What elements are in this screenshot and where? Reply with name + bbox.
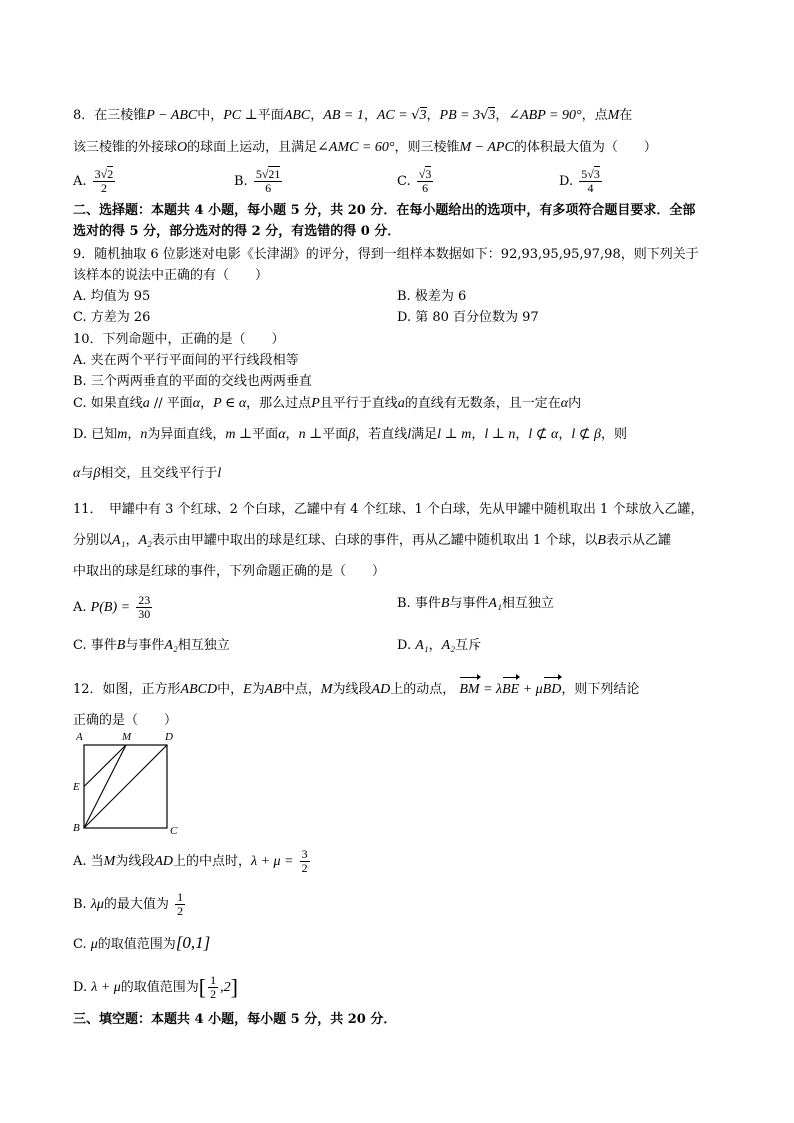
fraction: $\frac{3√2}{2}$ [94,167,114,195]
q8-text: 在 [619,108,633,123]
q12-math: + μ [519,682,543,697]
q11-math: B [116,638,126,653]
frac-den: 6 [422,181,429,195]
q11-text: 与事件 [125,638,165,653]
q9-option-d: D. 第 80 百分位数为 97 [397,310,539,325]
q12-text: 为线段 [332,682,372,697]
q10-math: l ⊄ β [571,427,601,442]
q8-math: O [177,140,188,155]
frac-den: 6 [265,181,272,195]
q10-text: 的直线有无数条，且一定在 [404,396,561,411]
q10-math: a [142,396,150,411]
q10-math: n [140,427,148,442]
q10-math: n ⊥ [298,427,323,442]
q10-option-b: B. 三个两两垂直的平面的交线也两两垂直 [73,374,312,389]
q8-text: 中， [197,108,224,123]
q8-math: AB = 1 [323,108,364,123]
bracket-close: ] [230,974,238,1000]
q11-math: A₂ [138,533,152,548]
label-b: B [73,822,80,834]
q8-math: 3 [488,108,496,123]
q10-text: C. 如果直线 [73,396,143,411]
q11-text: 分别以 [73,533,113,548]
q12-text: 上的动点， [390,682,456,697]
frac-den: 30 [138,607,151,621]
q8-math: ∠ABP = 90° [508,108,582,123]
q12-text: 中， [217,682,244,697]
option-label: B. [234,174,248,189]
frac-coef: 5 [581,167,588,181]
option-label: A. [73,600,87,615]
frac-num: 1 [210,973,217,987]
frac-num: 1 [177,890,184,904]
q10-text: 满足 [411,427,438,442]
q8-math: P − ABC [146,108,198,123]
q11-math: B [597,533,606,548]
q11-text: C. 事件 [73,638,117,653]
q12-option-c [73,933,210,955]
segment-bm [84,745,126,828]
q8-math: ∠AMC = 60° [317,140,395,155]
q10-stem: 10．下列命题中，正确的是（ ） [73,332,285,347]
q10-math: l ⊥ n [484,427,516,442]
q10-text: // 平面 [149,396,193,411]
fraction [136,594,152,621]
q8-math: PC ⊥ [223,108,258,123]
q10-text: 且平行于直线 [319,396,398,411]
q11-math: A₁ [415,638,429,653]
frac-coef: 3 [94,167,101,181]
q11-text: 与事件 [449,596,489,611]
frac-rad: 3 [593,167,600,181]
q10-text: ， [558,427,572,442]
q11-math: B [440,596,450,611]
q8-option-c [397,168,435,195]
q12-text: 中点， [281,682,321,697]
q8-text: ，点 [581,108,608,123]
frac-rad: 2 [107,167,114,181]
q10-text: 内 [568,396,582,411]
option-label: C. [397,174,411,189]
q10-math: P [311,396,320,411]
q10-text: 相交，且交线平行于 [100,466,218,481]
q11-math: A₁ [488,596,502,611]
q10-text: ，那么过点 [246,396,312,411]
q8-text: ， [310,108,324,123]
frac-rad: 21 [268,167,281,181]
label-c: C [170,825,178,837]
q12-text: A. 当 [73,854,104,869]
fraction [300,848,310,875]
q9-stem-cont: 该样本的说法中正确的有（ ） [73,268,269,283]
q10-option-d-cont [73,464,221,484]
vector-bm: BM [459,680,479,700]
q12-math: [0,1] [175,933,211,952]
fraction [175,891,185,918]
q12-text: 上的中点时， [173,854,252,869]
q12-stem-cont: 正确的是（ ） [73,713,178,728]
fraction [208,974,218,1001]
q11-math: P(B) = [90,600,131,615]
q8-math: 3 [419,108,427,123]
q9-option-c: C. 方差为 26 [73,310,151,325]
q11-text: D. [397,638,412,653]
q11-text: ， [125,533,139,548]
square-figure [70,726,190,838]
q12-math: E [243,682,252,697]
q11-text: 表示由甲罐中取出的球是红球、白球的事件，再从乙罐中随机取出 1 个球，以 [151,533,598,548]
q10-math: l ⊥ m [437,427,472,442]
q8-line2 [73,138,657,158]
frac-num: 3 [301,847,308,861]
q8-text: 平面 [257,108,284,123]
segment-em [84,745,126,787]
q12-option-a [73,848,312,875]
q12-text: 的取值范围为 [120,980,199,995]
q11-option-c [73,636,230,656]
q10-text: ， [200,396,214,411]
q10-text: 平面 [322,427,349,442]
q12-text: 12．如图，正方形 [73,682,181,697]
q10-text: ， [471,427,485,442]
frac-den: 2 [177,904,184,918]
option-label: D. [559,174,574,189]
segment-bd [84,745,167,828]
q11-text: 表示从乙罐 [605,533,671,548]
q10-math: α [192,396,201,411]
q12-math: ,2 [220,980,231,995]
q11-text: 互斥 [455,638,482,653]
frac-coef: 5 [255,167,262,181]
q12-text: 的最大值为 [103,897,169,912]
q8-text: 该三棱锥的外接球 [73,140,178,155]
q11-stem-line2 [73,531,671,551]
q12-math: λμ [90,897,104,912]
section3-heading: 三、填空题：本题共 4 小题，每小题 5 分，共 20 分． [73,1012,397,1027]
q12-math: AB [264,682,282,697]
q8-line1: 8．在三棱锥P − ABC中，PC ⊥平面ABC，AB = 1，AC = √3，PB = 3√3，∠ABP = 90°，点M在 [73,108,633,123]
fraction: $\frac{5√3}{4}$ [581,167,600,195]
q10-text: ， [515,427,529,442]
q10-math: P ∈ α [213,396,247,411]
label-e: E [73,781,80,793]
q10-text: D. 已知 [73,427,118,442]
q12-text: 的取值范围为 [97,937,176,952]
q12-math: AD [371,682,391,697]
option-label: A. [73,174,87,189]
q12-math: = λ [479,682,503,697]
q10-text: 平面 [252,427,279,442]
q8-text: 的球面上运动，且满足 [187,140,318,155]
q10-text: ， [127,427,141,442]
q8-math: ABC [283,108,311,123]
q12-text: ，则下列结论 [561,682,640,697]
q11-math: A₂ [164,638,178,653]
frac-den: 2 [100,181,107,195]
q11-option-b [397,594,554,614]
q11-text: 相互独立 [177,638,230,653]
q12-option-d [73,974,238,1001]
q9-option-b: B. 极差为 6 [397,289,467,304]
frac-den: 2 [301,861,308,875]
q10-text: 为异面直线， [147,427,226,442]
q9-option-a: A. 均值为 95 [73,289,151,304]
q10-math: α [73,466,81,481]
label-d: D [165,731,173,743]
q9-stem: 9．随机抽取 6 位影迷对电影《长津湖》的评分，得到一组样本数据如下：92,93,95,95,97,98，则下列关于 [73,247,699,262]
q8-math: AC = [376,108,412,123]
q8-option-a [73,168,117,195]
q8-text: ， [363,108,377,123]
bracket-open: [ [198,974,207,1000]
q11-text: B. 事件 [397,596,441,611]
frac-den: 2 [210,987,217,1001]
q8-option-d [559,168,604,195]
section2-heading: 二、选择题：本题共 4 小题，每小题 5 分，共 20 分．在每小题给出的选项中，有多项符合题目要求．全部 [73,203,696,218]
q12-text: D. [73,980,88,995]
q8-text: ， [426,108,440,123]
q12-math: M [103,854,116,869]
q8-text: 的体积最大值为（ ） [513,140,657,155]
q11-option-d [397,636,481,656]
q12-text: B. [73,897,87,912]
q11-math: A₁ [112,533,126,548]
q8-text: 8．在三棱锥 [73,108,147,123]
q8-text: ，则三棱锥 [394,140,460,155]
q12-text: 为 [251,682,265,697]
frac-num: 23 [138,593,151,607]
q10-math: β [93,466,101,481]
q10-math: α [560,396,569,411]
q12-math: AD [154,854,174,869]
q10-option-c [73,394,581,414]
q12-math: M [320,682,333,697]
q11-option-a [73,594,154,621]
q11-stem-line3: 中取出的球是红球的事件，下列命题正确的是（ ） [73,564,386,579]
section2-heading-cont: 选对的得 5 分，部分选对的得 2 分，有选错的得 0 分． [73,224,401,239]
label-a: A [76,731,83,743]
q10-text: 与 [80,466,94,481]
q10-math: l [217,466,222,481]
q12-math: ABCD [180,682,218,697]
q10-text: ，若直线 [355,427,408,442]
vector-bd: BD [543,680,562,700]
frac-den: 4 [587,181,594,195]
q12-math: λ + μ [91,980,121,995]
q8-text: ， [495,108,509,123]
q10-option-d [73,425,627,445]
q10-math: m [117,427,128,442]
q12-math: λ + μ = [251,854,294,869]
q12-option-b [73,891,187,918]
q10-option-a: A. 夹在两个平行平面间的平行线段相等 [73,353,299,368]
q12-math: μ [90,937,98,952]
q11-math: A₂ [441,638,456,653]
q8-option-b [234,168,284,195]
label-m: M [122,731,132,743]
fraction: $\frac{5√21}{6}$ [255,167,281,195]
fraction: $\frac{√3}{6}$ [418,167,432,195]
frac-rad: 3 [425,167,432,181]
q10-math: l ⊄ α [528,427,559,442]
q10-math: a [397,396,405,411]
q10-text: ， [285,427,299,442]
q12-text: C. [73,937,87,952]
q11-stem: 11． 甲罐中有 3 个红球、2 个白球，乙罐中有 4 个红球、1 个白球，先从甲罐中随机取出 1 个球放入乙罐， [73,502,704,517]
q10-math: l [407,427,412,442]
q10-math: m ⊥ [225,427,253,442]
q11-text: 相互独立 [501,596,554,611]
q8-math: M − APC [459,140,514,155]
q12-stem [73,680,639,700]
q10-text: ，则 [601,427,628,442]
q8-math: PB = 3 [439,108,481,123]
q11-text: ， [428,638,442,653]
q10-math: α [278,427,286,442]
vector-be: BE [502,680,519,700]
q10-math: β [348,427,356,442]
q12-text: 为线段 [115,854,155,869]
q8-math: M [607,108,620,123]
